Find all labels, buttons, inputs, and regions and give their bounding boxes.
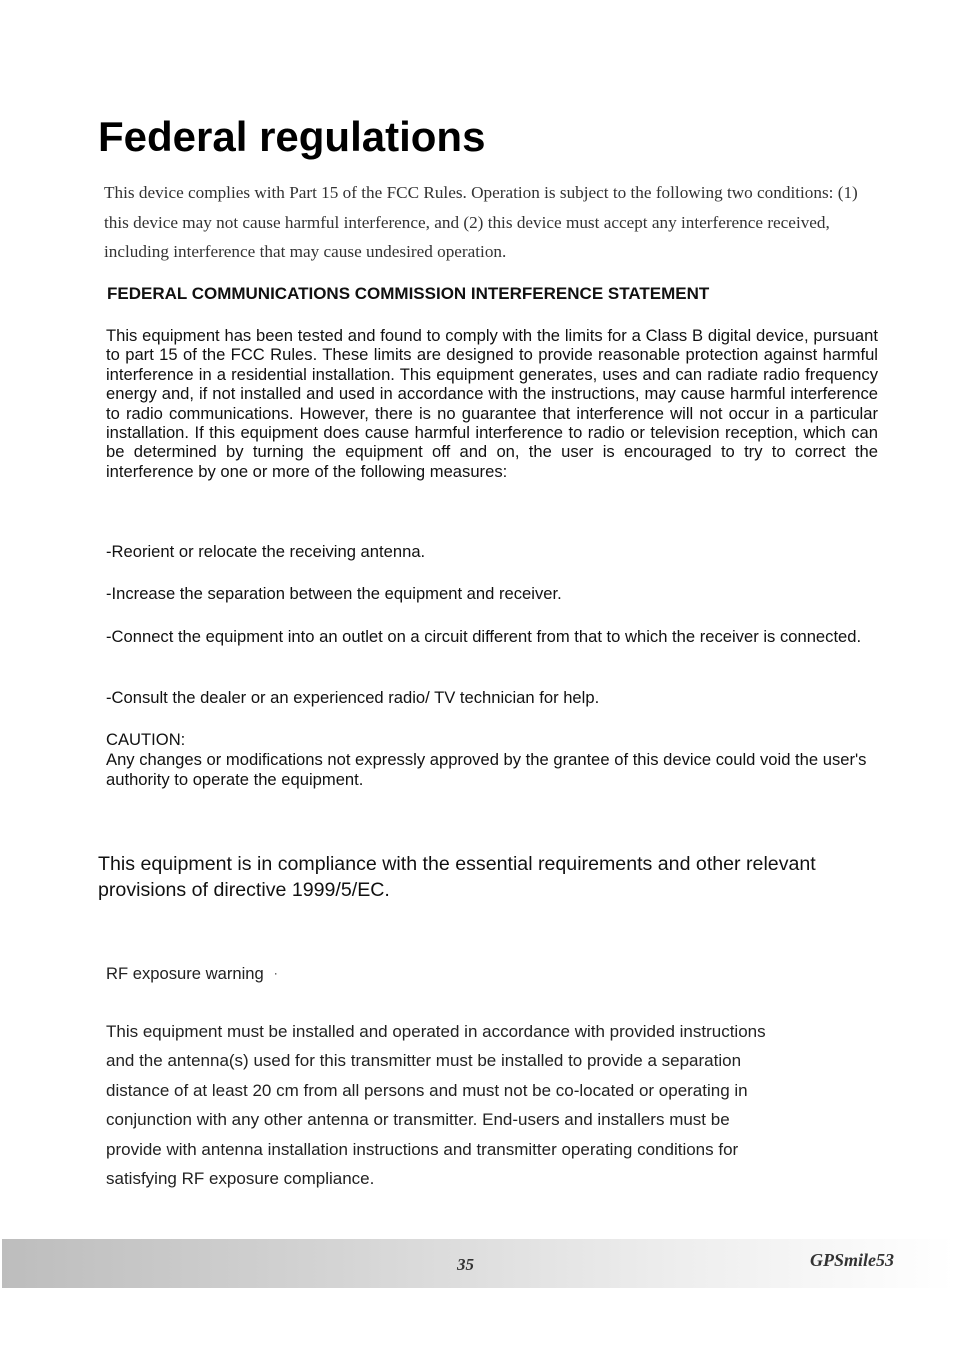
- rf-exposure-heading: [106, 962, 278, 985]
- caution-text: Any changes or modifications not expressly approved by the grantee of this device could void the user's authority to operate the equipment.: [106, 749, 867, 789]
- caution-block: [106, 730, 878, 789]
- measure-item: -Increase the separation between the equipment and receiver.: [106, 584, 562, 603]
- measure-item: -Connect the equipment into an outlet on a circuit different from that to which the receiver is connected.: [106, 627, 862, 646]
- rf-line: distance of at least 20 cm from all persons and must not be co-located or operating in: [106, 1080, 748, 1100]
- page-title: Federal regulations: [98, 113, 486, 160]
- rf-line: satisfying RF exposure compliance.: [106, 1169, 375, 1189]
- fcc-statement-heading: FEDERAL COMMUNICATIONS COMMISSION INTERFERENCE STATEMENT: [107, 284, 710, 303]
- measure-item: -Reorient or relocate the receiving antenna.: [106, 542, 426, 561]
- rf-heading-mark: ·: [273, 966, 278, 980]
- ce-compliance-statement: This equipment is in compliance with the essential requirements and other relevant provisions of directive 1999/5/EC.: [98, 853, 816, 901]
- rf-heading-text: RF exposure warning: [106, 964, 264, 983]
- fcc-compliance-intro: This device complies with Part 15 of the FCC Rules. Operation is subject to the following two conditions: (1) this device may not cause harmful interference, and (2) this device must accept any interference received, including interference that may cause undesired operation.: [104, 183, 858, 261]
- rf-line: and the antenna(s) used for this transmitter must be installed to provide a separation: [106, 1051, 742, 1071]
- rf-exposure-body: [106, 1017, 886, 1193]
- fcc-statement-body: This equipment has been tested and found to comply with the limits for a Class B digital device, pursuant to part 15 of the FCC Rules. These limits are designed to provide reasonable protection against harmful interference in a residential installation. This equipment generates, uses and can radiate radio frequency energy and, if not installed and used in accordance with the instructions, may cause harmful interference to radio communications. However, there is no guarantee that interference will not occur in a particular installation. If this equipment does cause harmful interference to radio or television reception, which can be determined by turning the equipment off and on, the user is encouraged to try to correct the interference by one or more of the following measures:: [106, 326, 878, 481]
- rf-line: provide with antenna installation instructions and transmitter operating conditions for: [106, 1139, 739, 1159]
- rf-line: This equipment must be installed and operated in accordance with provided instructions: [106, 1022, 766, 1041]
- page-number: 35: [457, 1255, 474, 1274]
- rf-line: conjunction with any other antenna or transmitter. End-users and installers must be: [106, 1110, 730, 1130]
- measure-item: -Consult the dealer or an experienced radio/ TV technician for help.: [106, 688, 600, 707]
- product-name: GPSmile53: [810, 1250, 894, 1270]
- caution-label: CAUTION:: [106, 730, 186, 749]
